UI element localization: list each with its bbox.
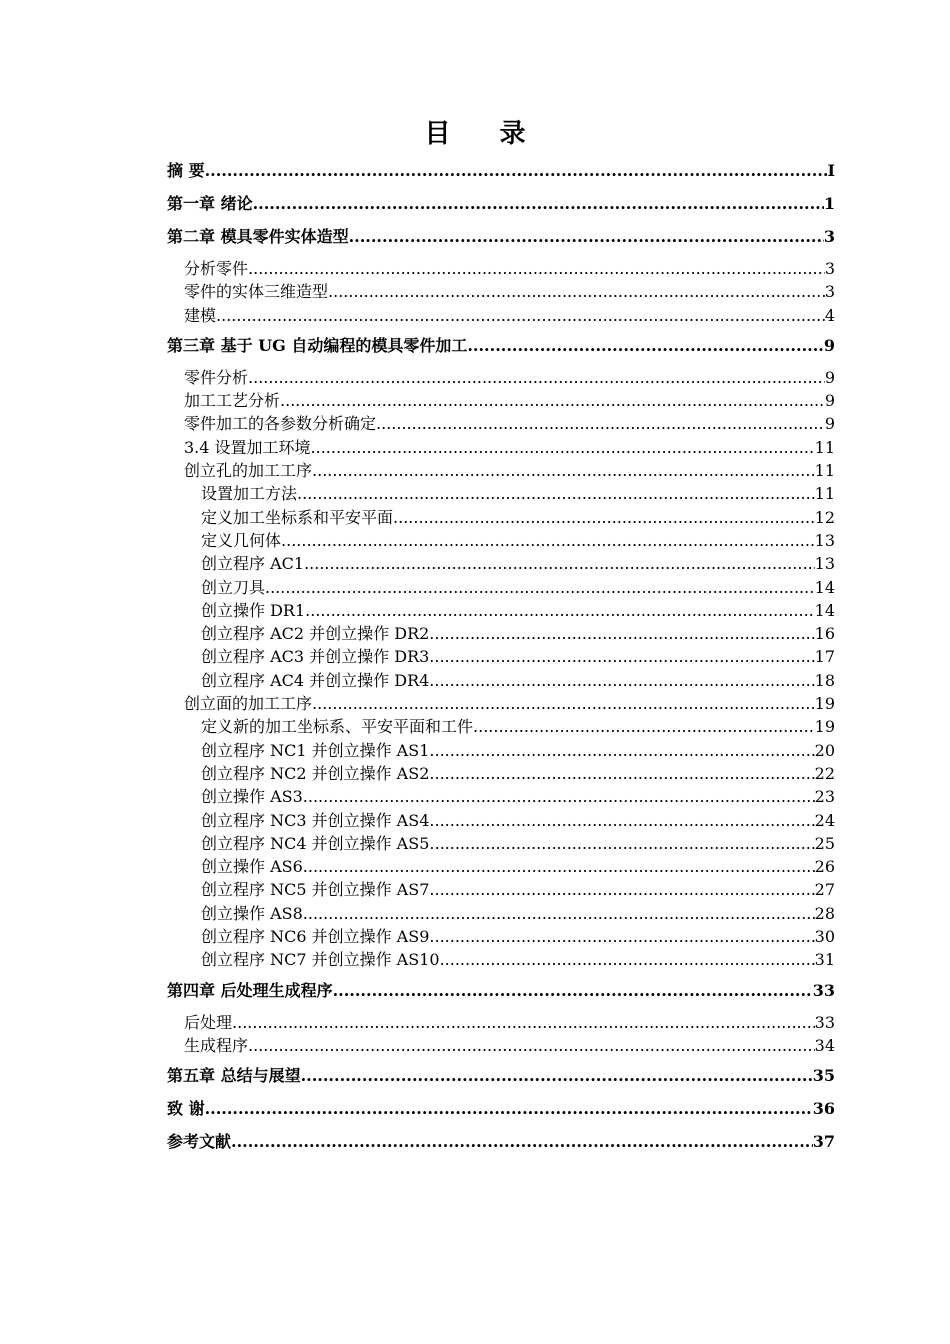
dot-leader	[248, 366, 825, 389]
toc-entry-subsection[interactable]	[167, 878, 835, 901]
toc-entry-page: 20	[814, 740, 835, 760]
toc-entry-label: 第四章 后处理生成程序	[167, 980, 333, 1000]
toc-entry-label: 创立程序 NC7 并创立操作 AS10	[201, 950, 440, 970]
toc-entry-label: 分析零件	[184, 259, 249, 278]
toc-entry-abstract[interactable]	[167, 158, 835, 191]
toc-entry-page: 3	[824, 282, 835, 302]
toc-entry-subsection[interactable]	[167, 529, 835, 552]
dot-leader	[349, 224, 824, 250]
toc-entry-page: 25	[814, 833, 835, 853]
toc-entry-chapter-1[interactable]	[167, 191, 835, 224]
toc-entry-label: 创立程序 NC6 并创立操作 AS9	[201, 927, 430, 947]
dot-leader	[297, 482, 815, 505]
toc-entry-section[interactable]	[167, 436, 835, 459]
dot-leader	[429, 925, 814, 948]
dot-leader	[304, 552, 815, 575]
toc-entry-subsection[interactable]	[167, 599, 835, 622]
toc-entry-page: 11	[814, 461, 835, 481]
toc-entry-page: 9	[823, 335, 835, 355]
toc-entry-subsection[interactable]	[167, 576, 835, 599]
toc-entry-section[interactable]	[167, 1011, 835, 1034]
toc-entry-label: 参考文献	[167, 1132, 232, 1152]
toc-entry-label: 建模	[184, 305, 217, 325]
toc-entry-label: 第二章 模具零件实体造型	[167, 227, 349, 246]
toc-entry-page: 33	[814, 1012, 835, 1032]
toc-entry-label: 创立操作 DR1	[201, 600, 306, 620]
toc-entry-subsection[interactable]	[167, 762, 835, 785]
toc-entry-label: 零件分析	[184, 367, 249, 387]
toc-entry-page: 14	[814, 600, 835, 620]
toc-entry-page: 9	[824, 414, 835, 434]
dot-leader	[281, 529, 815, 552]
toc-entry-chapter-3[interactable]	[167, 333, 835, 366]
toc-entry-label: 创立程序 AC4 并创立操作 DR4	[201, 670, 430, 690]
toc-entry-label: 后处理	[184, 1012, 233, 1032]
toc-entry-page: 1	[823, 194, 835, 213]
toc-entry-label: 创立程序 AC1	[201, 554, 305, 574]
toc-entry-section[interactable]	[167, 389, 835, 412]
toc-entry-page: 35	[812, 1066, 835, 1086]
toc-entry-label: 第一章 绪论	[167, 194, 253, 213]
dot-leader	[305, 599, 814, 622]
toc-entry-label: 致 谢	[167, 1099, 205, 1119]
dot-leader	[303, 855, 815, 878]
toc-entry-label: 3.4 设置加工环境	[184, 437, 311, 457]
toc-entry-page: 3	[824, 259, 835, 278]
toc-entry-page: 24	[814, 810, 835, 830]
toc-entry-page: 28	[814, 903, 835, 923]
dot-leader	[429, 669, 814, 692]
toc-entry-label: 生成程序	[184, 1035, 249, 1055]
toc-entry-page: 31	[814, 950, 835, 970]
toc-entry-subsection[interactable]	[167, 809, 835, 832]
dot-leader	[231, 1129, 813, 1155]
toc-entry-page: 27	[814, 880, 835, 900]
toc-entry-page: 13	[814, 530, 835, 550]
dot-leader	[301, 1063, 813, 1089]
toc-entry-section[interactable]	[167, 257, 835, 280]
toc-entry-subsection[interactable]	[167, 855, 835, 878]
toc-entry-page: 11	[814, 484, 835, 504]
dot-leader	[248, 257, 825, 280]
toc-entry-page: 37	[812, 1132, 835, 1152]
toc-entry-chapter-4[interactable]	[167, 978, 835, 1011]
toc-entry-label: 创立孔的加工工序	[184, 461, 313, 481]
toc-entry-page: 16	[814, 624, 835, 644]
toc-entry-label: 零件加工的各参数分析确定	[184, 414, 377, 434]
toc-entry-subsection[interactable]	[167, 948, 835, 971]
toc-entry-label: 创立程序 NC3 并创立操作 AS4	[201, 810, 430, 830]
toc-entry-label: 创立程序 AC2 并创立操作 DR2	[201, 624, 430, 644]
toc-entry-section[interactable]	[167, 304, 835, 327]
toc-entry-label: 创立操作 AS3	[201, 787, 303, 807]
toc-entry-page: 9	[824, 367, 835, 387]
dot-leader	[312, 692, 815, 715]
toc-entry-subsection[interactable]	[167, 669, 835, 692]
page-title: 目 录	[424, 119, 546, 149]
toc-entry-label: 定义几何体	[201, 530, 282, 550]
dot-leader	[216, 304, 825, 327]
dot-leader	[429, 622, 814, 645]
toc-entry-section[interactable]	[167, 1034, 835, 1057]
dot-leader	[303, 902, 815, 925]
toc-entry-label: 第三章 基于 UG 自动编程的模具零件加工	[167, 335, 468, 355]
toc-entry-subsection[interactable]	[167, 925, 835, 948]
toc-entry-label: 创立程序 NC5 并创立操作 AS7	[201, 880, 430, 900]
toc-entry-page: 3	[823, 227, 835, 246]
dot-leader	[440, 948, 815, 971]
dot-leader	[429, 832, 814, 855]
toc-entry-label: 创立刀具	[201, 577, 266, 597]
toc-entry-chapter-5[interactable]	[167, 1063, 835, 1096]
dot-leader	[303, 785, 815, 808]
dot-leader	[429, 809, 814, 832]
toc-entry-page: 9	[824, 391, 835, 411]
toc-entry-page: 19	[814, 717, 835, 737]
toc-entry-section[interactable]	[167, 692, 835, 715]
toc-entry-subsection[interactable]	[167, 785, 835, 808]
toc-entry-page: 22	[814, 763, 835, 783]
toc-entry-label: 定义新的加工坐标系、平安平面和工件	[201, 717, 474, 737]
dot-leader	[376, 412, 825, 435]
toc-entry-page: 36	[812, 1099, 835, 1119]
toc-entry-label: 加工工艺分析	[184, 391, 281, 411]
dot-leader	[467, 333, 824, 359]
dot-leader	[232, 1011, 815, 1034]
dot-leader	[205, 158, 828, 184]
toc-entry-page: I	[827, 161, 835, 180]
dot-leader	[333, 978, 813, 1004]
toc-entry-page: 34	[814, 1035, 835, 1055]
toc-entry-page: 18	[814, 670, 835, 690]
toc-entry-label: 零件的实体三维造型	[184, 282, 329, 302]
toc-entry-section[interactable]	[167, 459, 835, 482]
toc-entry-acknowledgements[interactable]	[167, 1096, 835, 1129]
dot-leader	[328, 280, 825, 303]
toc-entry-subsection[interactable]	[167, 739, 835, 762]
toc-entry-label: 创立面的加工工序	[184, 694, 313, 714]
toc-entry-label: 创立操作 AS8	[201, 903, 303, 923]
dot-leader	[429, 762, 814, 785]
toc-entry-label: 第五章 总结与展望	[167, 1066, 301, 1086]
toc-entry-page: 26	[814, 857, 835, 877]
toc-entry-subsection[interactable]	[167, 902, 835, 925]
toc-entry-section[interactable]	[167, 366, 835, 389]
dot-leader	[473, 715, 815, 738]
dot-leader	[429, 878, 814, 901]
toc-entry-page: 33	[812, 980, 835, 1000]
dot-leader	[253, 191, 824, 217]
toc-entry-page: 13	[814, 554, 835, 574]
toc-entry-subsection[interactable]	[167, 832, 835, 855]
dot-leader	[429, 645, 814, 668]
toc-entry-chapter-2[interactable]	[167, 224, 835, 257]
toc-entry-label: 创立程序 NC4 并创立操作 AS5	[201, 833, 430, 853]
dot-leader	[312, 459, 815, 482]
toc-entry-page: 30	[814, 927, 835, 947]
toc-entry-label: 创立操作 AS6	[201, 857, 303, 877]
toc-entry-label: 创立程序 NC2 并创立操作 AS2	[201, 763, 430, 783]
toc-entry-label: 创立程序 NC1 并创立操作 AS1	[201, 740, 430, 760]
toc-entry-subsection[interactable]	[167, 552, 835, 575]
dot-leader	[280, 389, 825, 412]
toc-entry-page: 17	[814, 647, 835, 667]
toc-entry-page: 11	[814, 437, 835, 457]
toc-entry-subsection[interactable]	[167, 645, 835, 668]
dot-leader	[265, 576, 815, 599]
toc-entry-section[interactable]	[167, 280, 835, 303]
table-of-contents	[167, 158, 835, 1162]
toc-entry-subsection[interactable]	[167, 622, 835, 645]
toc-entry-label: 定义加工坐标系和平安平面	[201, 507, 394, 527]
toc-entry-subsection[interactable]	[167, 482, 835, 505]
dot-leader	[248, 1034, 815, 1057]
toc-entry-subsection[interactable]	[167, 715, 835, 738]
toc-entry-subsection[interactable]	[167, 506, 835, 529]
dot-leader	[429, 739, 814, 762]
toc-entry-page: 4	[824, 305, 835, 325]
dot-leader	[205, 1096, 813, 1122]
toc-entry-references[interactable]	[167, 1129, 835, 1162]
toc-entry-page: 23	[814, 787, 835, 807]
toc-entry-page: 19	[814, 694, 835, 714]
dot-leader	[311, 436, 815, 459]
toc-entry-label: 创立程序 AC3 并创立操作 DR3	[201, 647, 430, 667]
toc-entry-section[interactable]	[167, 412, 835, 435]
toc-entry-page: 14	[814, 577, 835, 597]
dot-leader	[393, 506, 815, 529]
toc-entry-label: 摘 要	[167, 161, 205, 180]
toc-entry-label: 设置加工方法	[201, 484, 298, 504]
toc-entry-page: 12	[814, 507, 835, 527]
